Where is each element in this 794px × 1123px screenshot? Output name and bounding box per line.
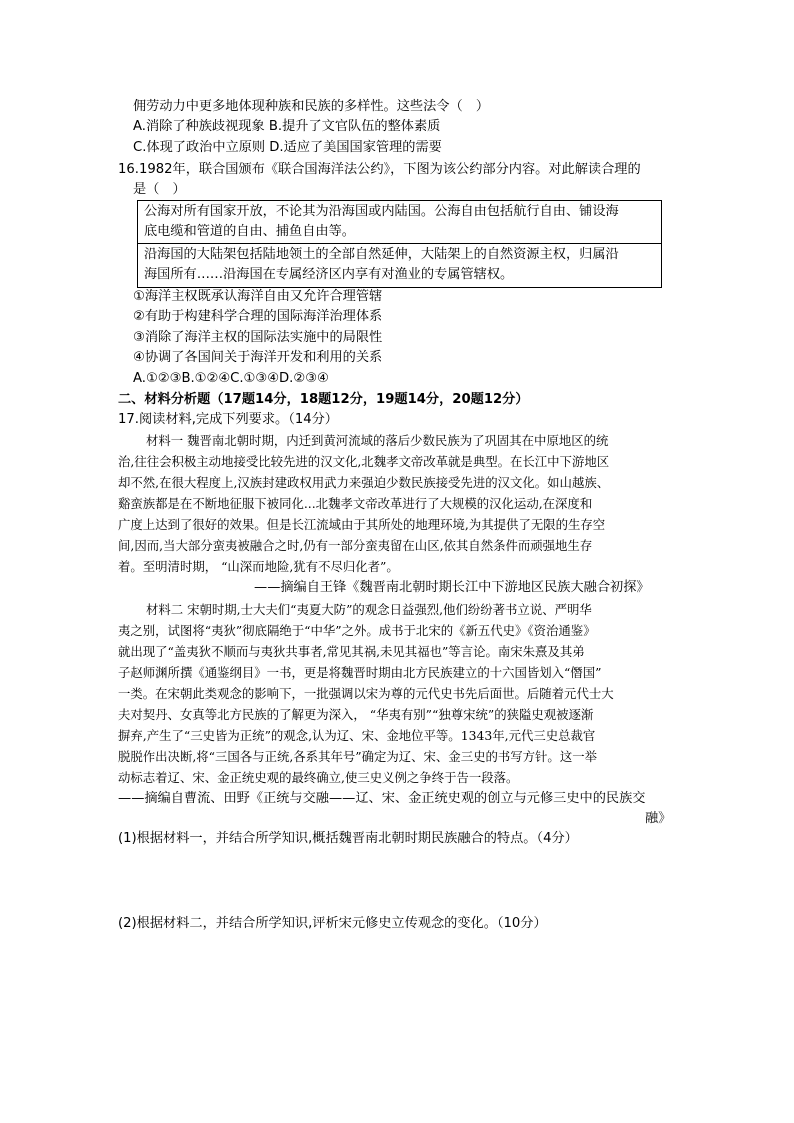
- q16-box-row1-line1: 公海对所有国家开放，不论其为沿海国或内陆国。公海自由包括航行自由、铺设海: [144, 204, 619, 219]
- q17-material1-line4: 谿蛮族都是在不断地征服下被同化...北魏孝文帝改革进行了大规模的汉化运动,在深度和: [118, 496, 593, 511]
- q16-options: A.①②③B.①②④C.①③④D.②③④: [133, 371, 329, 386]
- q17-material2-source-line2: 融》: [645, 811, 672, 826]
- q17-material2-line6: 夫对契丹、女真等北方民族的了解更为深入， “华夷有别”“独尊宋统”的狭隘史观被逐渐: [118, 707, 594, 722]
- q17-material1-line6: 间,因而,当大部分蛮夷被融合之时,仍有一部分蛮夷留在山区,依其自然条件而顽强地生存: [118, 538, 593, 553]
- q17-material2-line7: 摒弃,产生了“三史皆为正统”的观念,认为辽、宋、金地位平等。1343年,元代三史总裁官: [118, 728, 596, 743]
- q16-box-row2-line2: 海国所有……沿海国在专属经济区内享有对渔业的专属管辖权。: [144, 267, 514, 282]
- q16-stem-line1: 16.1982年，联合国颁布《联合国海洋法公约》，下图为该公约部分内容。对此解读合理的: [118, 162, 641, 177]
- q16-stem-line2: 是（ ）: [133, 182, 186, 197]
- q15-stem-tail: 佣劳动力中更多地体现种族和民族的多样性。这些法令（ ）: [133, 99, 490, 114]
- q16-box-row2-line1: 沿海国的大陆架包括陆地领土的全部自然延伸，大陆架上的自然资源主权，归属沿: [144, 247, 619, 262]
- q16-item-2: ②有助于构建科学合理的国际海洋治理体系: [133, 309, 383, 324]
- section-2-heading: 二、材料分析题（17题14分，18题12分，19题14分，20题12分）: [118, 392, 529, 407]
- q17-material2-line3: 就出现了“盖夷狄不顺而与夷狄共事者,常见其祸,未见其福也”等言论。南宋朱熹及其弟: [118, 644, 585, 659]
- q17-material2-line8: 脱脱作出决断,将“三国各与正统,各系其年号”确定为辽、宋、金三史的书写方针。这一举: [118, 749, 597, 764]
- q17-material2-line2: 夷之别，试图将“夷狄”彻底隔绝于“中华”之外。成书于北宋的《新五代史》《资治通鉴》: [118, 623, 596, 638]
- q16-item-4: ④协调了各国间关于海洋开发和利用的关系: [133, 350, 383, 365]
- q15-options-ab: A.消除了种族歧视现象 B.提升了文官队伍的整体素质: [133, 119, 441, 134]
- q17-stem: 17.阅读材料,完成下列要求。（14分）: [118, 412, 338, 427]
- q17-material2-line9: 动标志着辽、宋、金正统史观的最终确立,使三史义例之争终于告一段落。: [118, 770, 519, 785]
- q17-material1-line7: 着。至明清时期， “山深而地险,犹有不尽归化者”。: [118, 559, 399, 574]
- q17-subquestion-1: (1)根据材料一，并结合所学知识,概括魏晋南北朝时期民族融合的特点。（4分）: [118, 831, 578, 846]
- q16-box-divider: [138, 243, 661, 244]
- q16-item-1: ①海洋主权既承认海洋自由又允许合理管辖: [133, 289, 383, 304]
- q17-material1-line2: 治,往往会积极主动地接受比较先进的汉文化,北魏孝文帝改革就是典型。在长江中下游地区: [118, 454, 610, 469]
- q17-subquestion-2: (2)根据材料二，并结合所学知识,评析宋元修史立传观念的变化。（10分）: [118, 916, 547, 931]
- q17-material1-line5: 广度上达到了很好的效果。但是长江流域由于其所处的地理环境,为其提供了无限的生存空: [118, 517, 606, 532]
- q17-material1-line1: 材料一 魏晋南北朝时期，内迁到黄河流域的落后少数民族为了巩固其在中原地区的统: [146, 433, 609, 448]
- q17-material2-line1: 材料二 宋朝时期,士大夫们“夷夏大防”的观念日益强烈,他们纷纷著书立说、严明华: [146, 602, 592, 617]
- q16-box-row1-line2: 底电缆和管道的自由、捕鱼自由等。: [144, 224, 355, 239]
- q15-options-cd: C.体现了政治中立原则 D.适应了美国国家管理的需要: [133, 140, 442, 155]
- q17-material1-line3: 却不然,在很大程度上,汉族封建政权用武力来强迫少数民族接受先进的汉文化。如山越族、: [118, 475, 610, 490]
- q17-material2-source-line1: ——摘编自曹流、田野《正统与交融——辽、宋、金正统史观的创立与元修三史中的民族交: [118, 791, 646, 806]
- q17-material2-line4: 子赵师渊所撰《通鉴纲目》一书，更是将魏晋时期由北方民族建立的十六国皆划入“僭国”: [118, 665, 602, 680]
- q16-quote-box: [137, 200, 662, 288]
- q17-material1-source: ——摘编自王锋《魏晋南北朝时期长江中下游地区民族大融合初探》: [254, 580, 650, 595]
- q16-item-3: ③消除了海洋主权的国际法实施中的局限性: [133, 330, 383, 345]
- q17-material2-line5: 一类。在宋朝此类观念的影响下，一批强调以宋为尊的元代史书先后面世。后随着元代士大: [118, 686, 614, 701]
